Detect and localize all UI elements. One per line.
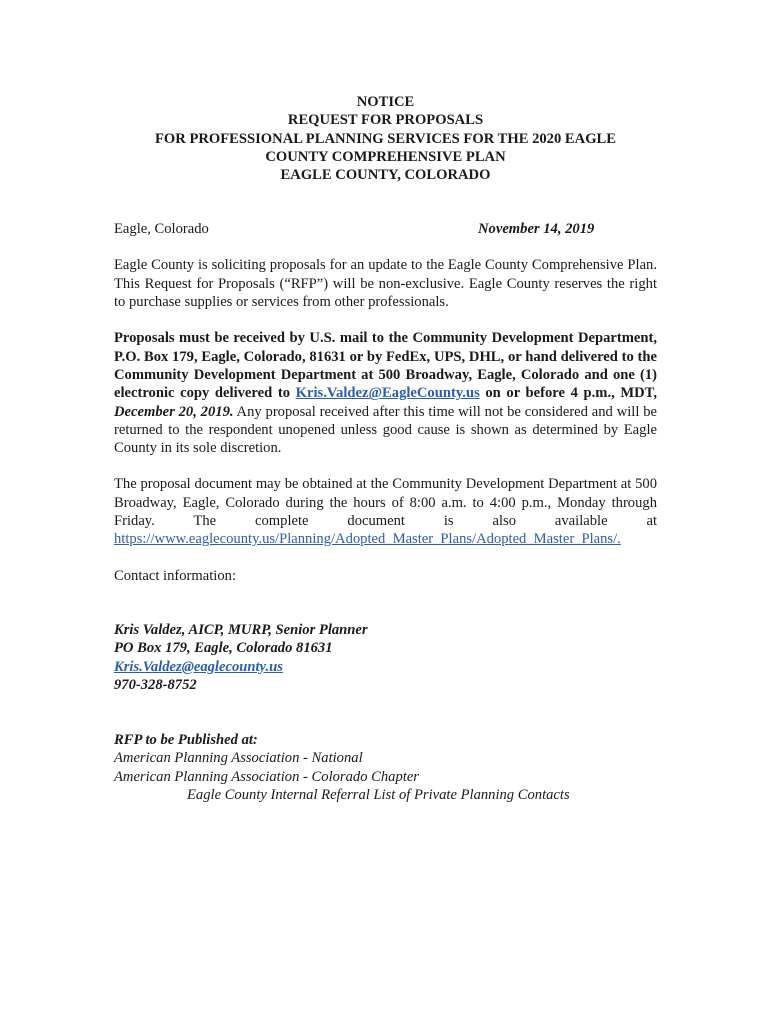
document-page <box>114 93 657 804</box>
submission-deadline: on or before 4 p.m., MDT, <box>479 385 657 402</box>
heading-line: FOR PROFESSIONAL PLANNING SERVICES FOR THE 2020 EAGLE <box>154 130 617 147</box>
heading-line: EAGLE COUNTY, COLORADO <box>280 167 491 184</box>
notice-heading <box>114 93 657 184</box>
contact-address: PO Box 179, Eagle, Colorado 81631 <box>114 640 333 657</box>
submission-deadline-date: December 20, 2019. <box>114 403 234 420</box>
heading-line: NOTICE <box>356 94 415 110</box>
dateline-date: November 14, 2019 <box>478 221 595 238</box>
contact-phone: 970-328-8752 <box>114 676 197 693</box>
publication-block <box>114 731 657 804</box>
contact-block <box>114 621 657 694</box>
submission-bold-text: Proposals must be received by U.S. mail to the Community Development Department, P.O. Box 179, Eagle, Colorado, 81631 or by FedEx, UPS, DHL, or hand delivered to the Community Development Department at 500 Broadway, Eagle, Colorado and one (1) electronic copy delivered to <box>114 330 657 402</box>
publication-item: American Planning Association - Colorado Chapter <box>114 768 419 785</box>
contact-email-link[interactable]: Kris.Valdez@eaglecounty.us <box>114 658 283 675</box>
contact-label: Contact information: <box>114 567 236 584</box>
submission-paragraph <box>114 329 657 457</box>
intro-paragraph: Eagle County is soliciting proposals for an update to the Eagle County Comprehensive Plan. This Request for Proposals (“RFP”) will be non-exclusive. Eagle County reserves the right to purchase supplies or services from other professionals. <box>114 257 657 311</box>
heading-line: COUNTY COMPREHENSIVE PLAN <box>265 148 506 165</box>
publication-item: American Planning Association - National <box>114 750 363 767</box>
publication-title: RFP to be Published at: <box>114 732 258 749</box>
publication-item: Eagle County Internal Referral List of Private Planning Contacts <box>187 787 570 804</box>
document-url-link[interactable]: https://www.eaglecounty.us/Planning/Adopted_Master_Plans/Adopted_Master_Plans/. <box>114 531 621 548</box>
dateline <box>114 220 657 238</box>
heading-line: REQUEST FOR PROPOSALS <box>287 112 484 129</box>
dateline-place: Eagle, Colorado <box>114 221 209 238</box>
submission-email-link[interactable]: Kris.Valdez@EagleCounty.us <box>295 385 480 402</box>
document-info-text: The proposal document may be obtained at the Community Development Department at 500 Broadway, Eagle, Colorado during the hours of 8:00 a.m. to 4:00 p.m., Monday through Friday. The complete document is also available at <box>114 476 657 530</box>
contact-name: Kris Valdez, AICP, MURP, Senior Planner <box>114 621 368 638</box>
document-info-paragraph <box>114 475 657 548</box>
submission-rest: Any proposal received after this time will not be considered and will be returned to the respondent unopened unless good cause is shown as determined by Eagle County in its sole discretion. <box>114 403 658 457</box>
